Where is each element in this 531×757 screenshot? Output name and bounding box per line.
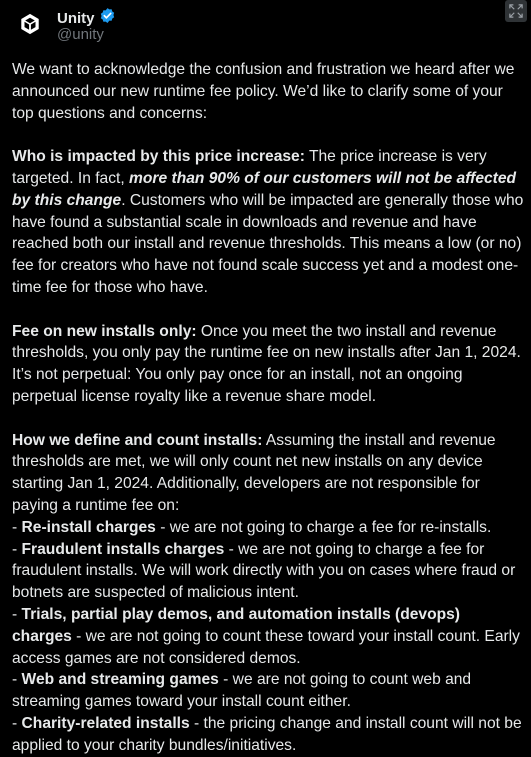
list-dash: - [12, 540, 22, 558]
section-count-installs [12, 430, 524, 757]
section-text: The price increase is very targeted. In fact, [12, 148, 487, 187]
list-item-text: - the pricing change and install count will not be applied to your charity bundles/initiatives. [12, 714, 522, 754]
list-dash: - [12, 714, 22, 732]
section-heading: Who is impacted by this price increase: [12, 148, 305, 166]
list-item-charity [12, 715, 522, 754]
list-item-text: - we are not going to count web and streaming games toward your install count either. [12, 671, 472, 711]
section-text: . Customers who will be impacted are generally those who have found a substantial scale in downloads and revenue and have reached both our install and revenue thresholds. This means a low (or no) fee for creators who have not found scale success yet and a modest one-time fee for those who have. [12, 191, 524, 296]
list-item-title: Fraudulent installs charges [21, 540, 225, 558]
author-handle[interactable]: @unity [57, 26, 104, 43]
list-dash: - [12, 671, 22, 689]
list-dash: - [12, 605, 22, 623]
section-heading: Fee on new installs only: [12, 322, 197, 340]
list-dash: - [12, 518, 22, 536]
list-item-text: - we are not going to charge a fee for fraudulent installs. We will work directly with you on cases where fraud or botnets are suspected of malicious intent. [12, 540, 516, 602]
list-item-title: Re-install charges [21, 518, 156, 536]
list-item-text: - we are not going to charge a fee for re-installs. [155, 518, 492, 536]
section-text: Once you meet the two install and revenue thresholds, you only pay the runtime fee on new installs after Jan 1, 2024. It’s not perpetual: You only pay once for an install, not an ongoing perpetual license royalty like a revenue share model. [12, 322, 521, 405]
list-item-web-streaming [12, 671, 471, 710]
list-item-fraudulent [12, 541, 515, 602]
section-text: Assuming the install and revenue thresholds are met, we will only count net new installs on any device starting Jan 1, 2024. Additionally, developers are not responsible for paying a runtime fee on: [12, 431, 496, 514]
list-item-trials [12, 606, 520, 667]
section-heading: How we define and count installs: [12, 431, 263, 449]
emphasis-text: more than 90% of our customers will not be affected by this change [12, 169, 517, 209]
list-item-title: Trials, partial play demos, and automation installs (devops) charges [12, 605, 460, 645]
unity-logo-icon[interactable] [12, 6, 48, 42]
author-name[interactable]: Unity [57, 9, 95, 27]
post-header [0, 0, 531, 56]
list-item-text: - we are not going to count these toward your install count. Early access games are not considered demos. [12, 627, 520, 667]
expand-icon[interactable] [505, 0, 527, 22]
post-body [12, 59, 524, 757]
section-impacted [12, 146, 524, 299]
list-item-reinstall [12, 519, 491, 536]
section-new-installs [12, 321, 524, 408]
post-intro: We want to acknowledge the confusion and frustration we heard after we announced our new runtime fee policy. We’d like to clarify some of your top questions and concerns: [12, 61, 515, 122]
list-item-title: Charity-related installs [21, 714, 190, 732]
list-item-title: Web and streaming games [21, 671, 219, 689]
